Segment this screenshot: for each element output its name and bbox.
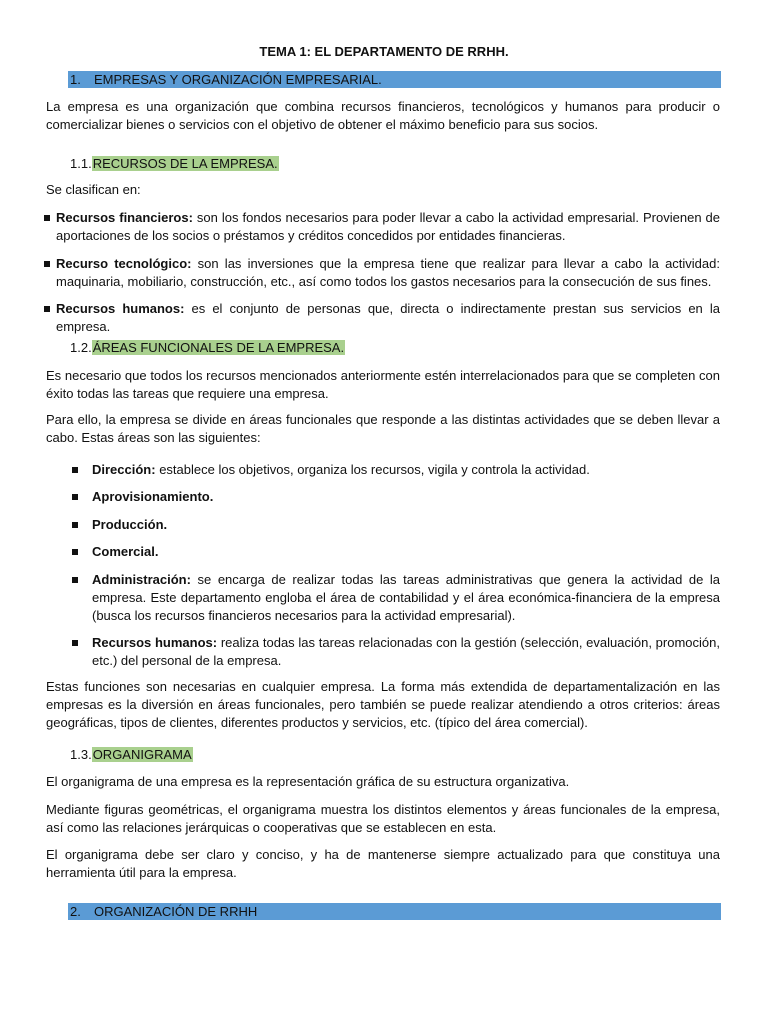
organigrama-paragraph-2: Mediante figuras geométricas, el organigrama muestra los distintos elementos y áreas funcionales de la empresa, así como las relaciones jerárquicas o cooperativas que se establecen en esta.	[46, 802, 720, 835]
bullet-icon	[44, 306, 50, 312]
resource-item-technological	[56, 255, 720, 291]
subsection-1-1-heading	[70, 155, 279, 172]
bullet-icon	[72, 467, 78, 473]
area-term: Producción.	[92, 517, 168, 532]
resource-text: son los fondos necesarios para poder llevar a cabo la actividad empresarial. Provienen de aportaciones de los socios o préstamos y créditos concedidos por entidades financieras.	[56, 210, 721, 243]
bullet-icon	[72, 549, 78, 555]
subsection-1-1-number: 1.1.	[70, 156, 92, 171]
area-item-aprovisionamiento	[92, 488, 720, 506]
bullet-icon	[44, 215, 50, 221]
area-item-direccion	[92, 461, 720, 479]
bullet-icon	[72, 640, 78, 646]
resource-term: Recurso tecnológico:	[56, 256, 192, 271]
organigrama-paragraph-3: El organigrama debe ser claro y conciso, y ha de mantenerse siempre actualizado para que constituya una herramienta útil para la empresa.	[46, 847, 720, 880]
subsection-1-2-label: ÁREAS FUNCIONALES DE LA EMPRESA.	[92, 340, 345, 355]
areas-paragraph-2: Para ello, la empresa se divide en áreas funcionales que responde a las distintas actividades que se deben llevar a cabo. Estas áreas son las siguientes:	[46, 412, 720, 445]
subsection-1-3-heading	[70, 746, 193, 763]
section-2-number: 2.	[70, 904, 81, 919]
area-text: realiza todas las tareas relacionadas con la gestión (selección, evaluación, promoción, etc.) del personal de la empresa.	[92, 635, 720, 668]
subsection-1-1-label: RECURSOS DE LA EMPRESA.	[92, 156, 278, 171]
subsection-1-3-label: ORGANIGRAMA	[92, 747, 192, 762]
resource-text: es el conjunto de personas que, directa o indirectamente prestan sus servicios en la empresa.	[56, 301, 720, 334]
area-item-comercial	[92, 543, 720, 561]
resource-item-financial	[56, 209, 720, 245]
areas-closing: Estas funciones son necesarias en cualquier empresa. La forma más extendida de departamentalización en las empresas es la diversión en áreas funcionales, pero también se puede realizar atendiendo a otros criterios: áreas geográficas, tipos de clientes, diferentes productos y servicios, etc. (típico del área comercial).	[46, 679, 720, 730]
area-term: Aprovisionamiento.	[92, 489, 214, 504]
area-term: Dirección:	[92, 462, 156, 477]
section-1-number: 1.	[70, 72, 81, 87]
area-text: se encarga de realizar todas las tareas administrativas que genera la actividad de la empresa. Este departamento engloba el área de contabilidad y el área económica-financiera de la empresa (busca los recursos financieros necesarios para la actividad empresarial).	[92, 572, 720, 623]
organigrama-paragraph-1: El organigrama de una empresa es la representación gráfica de su estructura organizativa.	[46, 774, 570, 789]
area-term: Administración:	[92, 572, 191, 587]
resource-term: Recursos humanos:	[56, 301, 185, 316]
area-item-administracion	[92, 571, 720, 625]
bullet-icon	[44, 261, 50, 267]
area-item-produccion	[92, 516, 720, 534]
area-term: Comercial.	[92, 544, 159, 559]
section-2-label: ORGANIZACIÓN DE RRHH	[94, 904, 258, 919]
resource-term: Recursos financieros:	[56, 210, 193, 225]
bullet-icon	[72, 494, 78, 500]
subsection-1-2-heading	[70, 339, 345, 356]
document-title: TEMA 1: EL DEPARTAMENTO DE RRHH.	[259, 44, 509, 59]
subsection-1-2-number: 1.2.	[70, 340, 92, 355]
area-term: Recursos humanos:	[92, 635, 218, 650]
areas-paragraph-1: Es necesario que todos los recursos mencionados anteriormente estén interrelacionados para que se completen con éxito todas las tareas que requiere una empresa.	[46, 368, 720, 401]
resources-lead: Se clasifican en:	[46, 182, 141, 197]
area-item-rrhh	[92, 634, 720, 670]
resource-text: son las inversiones que la empresa tiene que realizar para llevar a cabo la actividad: maquinaria, mobiliario, construcción, etc., así como todos los gastos necesarios para la consecución de sus fines.	[56, 256, 720, 289]
resource-item-human	[56, 300, 720, 336]
subsection-1-3-number: 1.3.	[70, 747, 92, 762]
bullet-icon	[72, 522, 78, 528]
section-1-intro: La empresa es una organización que combina recursos financieros, tecnológicos y humanos para producir o comercializar bienes o servicios con el objetivo de obtener el máximo beneficio para sus socios.	[46, 99, 720, 132]
section-2-heading	[68, 903, 721, 920]
section-1-label: EMPRESAS Y ORGANIZACIÓN EMPRESARIAL.	[94, 72, 382, 87]
section-1-heading	[68, 71, 721, 88]
area-text: establece los objetivos, organiza los recursos, vigila y controla la actividad.	[155, 462, 590, 477]
bullet-icon	[72, 577, 78, 583]
